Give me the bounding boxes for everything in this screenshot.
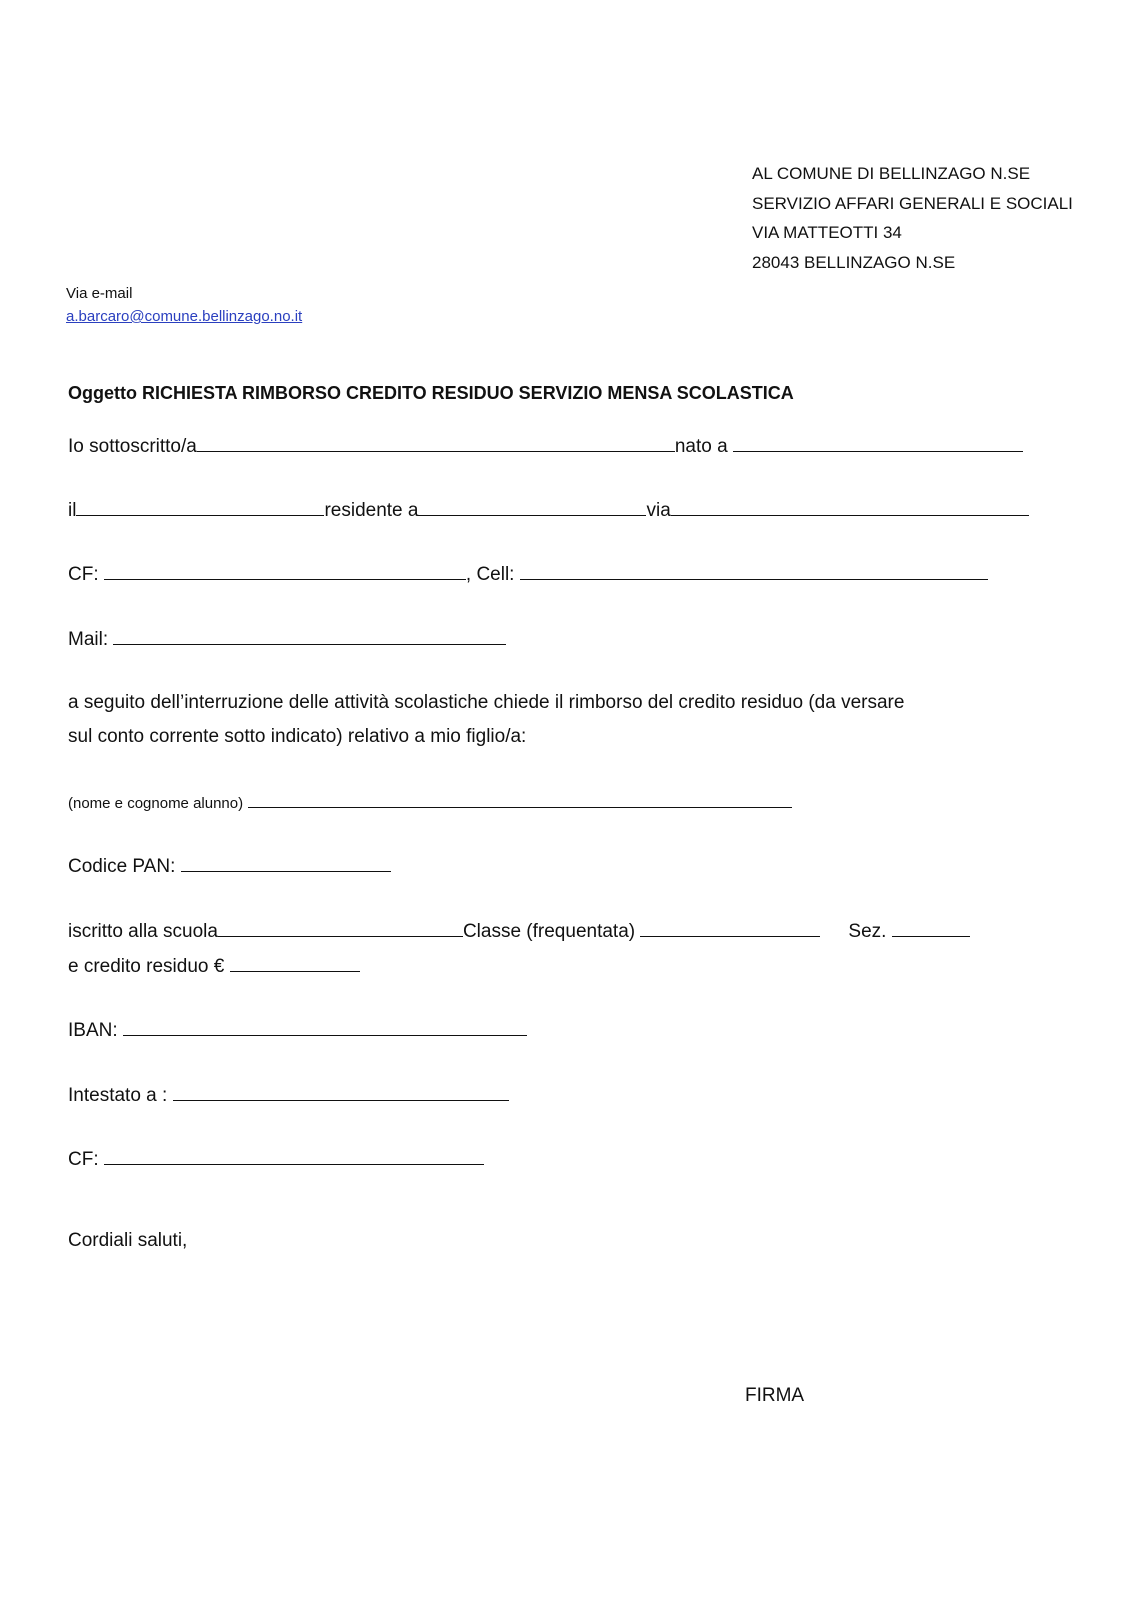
recipient-line-2: SERVIZIO AFFARI GENERALI E SOCIALI (752, 194, 1073, 213)
row-pan (68, 853, 391, 879)
cf-intestatario-field[interactable] (104, 1146, 484, 1165)
intestato-field[interactable] (173, 1082, 509, 1101)
iban-field[interactable] (123, 1017, 527, 1036)
sez-label: Sez. (848, 921, 887, 942)
subject-heading: Oggetto RICHIESTA RIMBORSO CREDITO RESIDUO SERVIZIO MENSA SCOLASTICA (68, 383, 794, 403)
via-field[interactable] (671, 497, 1029, 516)
email-link[interactable]: a.barcaro@comune.bellinzago.no.it (66, 308, 303, 325)
signature-label: FIRMA (745, 1385, 805, 1406)
credito-label: e credito residuo € (68, 956, 225, 977)
cell-label: , Cell: (465, 564, 515, 585)
row-mail (68, 626, 506, 652)
sottoscritto-label: Io sottoscritto/a (68, 436, 197, 457)
scuola-field[interactable] (218, 918, 463, 937)
scuola-label: iscritto alla scuola (68, 921, 218, 942)
classe-label: Classe (frequentata) (462, 921, 636, 942)
row-residenza (68, 497, 1029, 523)
recipient-line-4: 28043 BELLINZAGO N.SE (752, 253, 956, 272)
il-label: il (68, 500, 77, 521)
cf-intestatario-label: CF: (68, 1149, 99, 1170)
cf-field[interactable] (104, 561, 466, 580)
cell-field[interactable] (520, 561, 988, 580)
row-scuola (68, 918, 970, 944)
iban-label: IBAN: (68, 1020, 118, 1041)
mail-label: Mail: (68, 629, 109, 650)
alunno-label: (nome e cognome alunno) (68, 795, 244, 812)
via-label: via (646, 500, 671, 521)
residente-a-field[interactable] (418, 497, 646, 516)
sez-field[interactable] (892, 918, 970, 937)
recipient-line-3: VIA MATTEOTTI 34 (752, 223, 902, 242)
row-intestato (68, 1082, 509, 1108)
data-nascita-field[interactable] (76, 497, 324, 516)
mail-field[interactable] (113, 626, 506, 645)
alunno-field[interactable] (248, 789, 792, 808)
nato-a-label: nato a (674, 436, 728, 457)
row-credito (68, 953, 360, 979)
request-paragraph-line-1: a seguito dell’interruzione delle attività scolastiche chiede il rimborso del credito residuo (da versare (68, 692, 905, 713)
row-alunno (68, 789, 792, 816)
sottoscritto-field[interactable] (197, 433, 675, 452)
via-email-label: Via e-mail (66, 285, 133, 302)
row-sottoscritto (68, 433, 1023, 459)
closing-text: Cordiali saluti, (68, 1230, 188, 1251)
request-paragraph-line-2: sul conto corrente sotto indicato) relativo a mio figlio/a: (68, 726, 527, 747)
residente-a-label: residente a (324, 500, 419, 521)
pan-field[interactable] (181, 853, 391, 872)
pan-label: Codice PAN: (68, 856, 176, 877)
nato-a-field[interactable] (733, 433, 1023, 452)
recipient-line-1: AL COMUNE DI BELLINZAGO N.SE (752, 164, 1031, 183)
row-cf-cell (68, 561, 988, 587)
row-iban (68, 1017, 527, 1043)
cf-label: CF: (68, 564, 99, 585)
classe-field[interactable] (640, 918, 820, 937)
credito-field[interactable] (230, 953, 360, 972)
intestato-label: Intestato a : (68, 1085, 168, 1106)
row-cf-intestatario (68, 1146, 484, 1172)
